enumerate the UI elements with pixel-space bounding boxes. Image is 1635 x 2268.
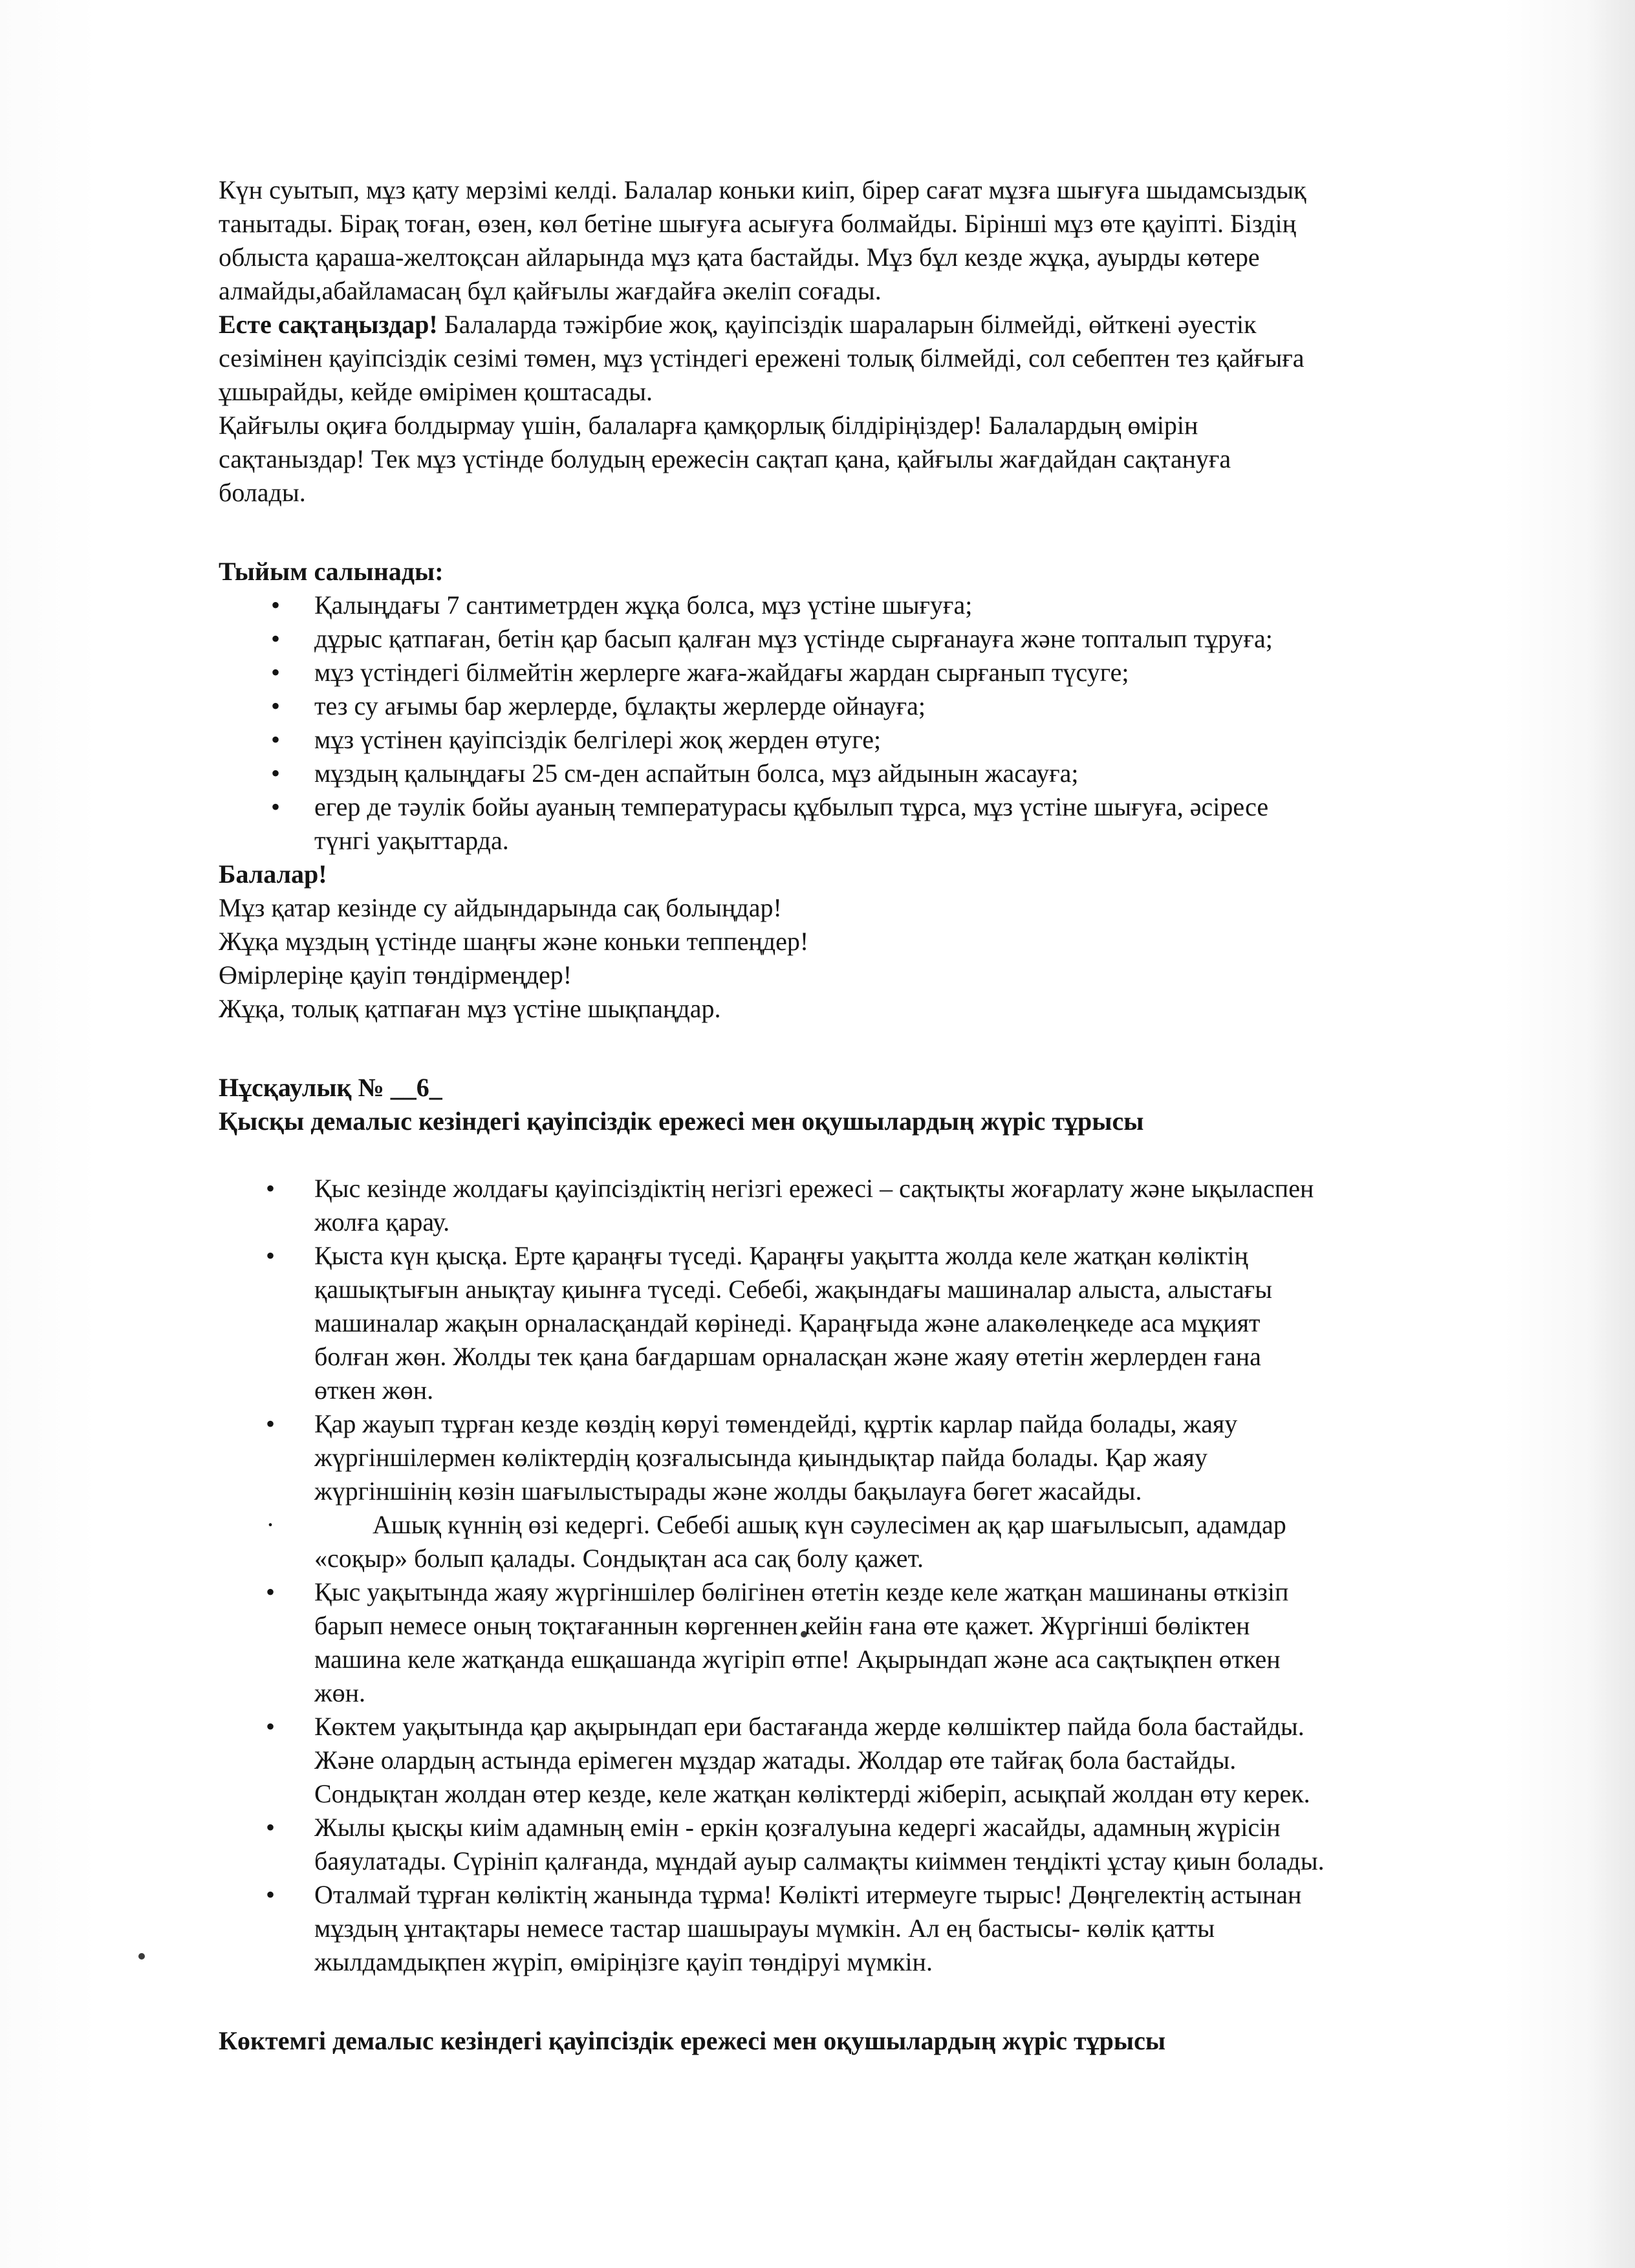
list-item-text: егер де тәулік бойы ауаның температурасы құбылып тұрса, мұз үстіне шығуға, әсіресе bbox=[314, 792, 1269, 821]
warning-paragraph bbox=[219, 308, 1473, 341]
bullet-icon: • bbox=[270, 624, 280, 653]
bullet-icon: • bbox=[270, 658, 280, 687]
section-title: Қысқы демалыс кезіндегі қауіпсіздік ережесі мен оқушылардың жүріс тұрысы bbox=[219, 1107, 1144, 1136]
list-item-text: Қалыңдағы 7 сантиметрден жұқа болса, мұз үстіне шығуға; bbox=[314, 590, 973, 620]
list-item-text: Сондықтан жолдан өтер кезде, келе жатқан көліктерді жіберіп, асықпай жолдан өту керек. bbox=[314, 1779, 1310, 1808]
list-item-text: машиналар жақын орналасқандай көрінеді. Қараңғыда және алакөлеңкеде аса мұқият bbox=[314, 1308, 1261, 1337]
bullet-icon: • bbox=[265, 1813, 275, 1842]
bullet-icon: • bbox=[265, 1577, 275, 1606]
list-item-text: Қыста күн қысқа. Ерте қараңғы түседі. Қараңғы уақытта жолда келе жатқан көліктің bbox=[314, 1241, 1248, 1270]
list-item bbox=[219, 1172, 1473, 1239]
list-item bbox=[219, 656, 1473, 689]
kids-line: Өмірлеріңе қауіп төндірмеңдер! bbox=[219, 960, 572, 989]
list-item-text: Қыс уақытында жаяу жүргіншілер бөлігінен өтетін кезде келе жатқан машинаны өткізіп bbox=[314, 1577, 1289, 1606]
list-item bbox=[219, 1407, 1473, 1508]
list-item-text: Жылы қысқы киім адамның емін - еркін қозғалуына кедергі жасайды, адамның жүрісін bbox=[314, 1813, 1281, 1842]
winter-safety-list bbox=[219, 1172, 1473, 1979]
list-item-text: жылдамдықпен жүріп, өміріңізге қауіп төндіруі мүмкін. bbox=[314, 1947, 933, 1976]
bullet-icon: • bbox=[265, 1241, 275, 1270]
list-item-text: мұз үстінен қауіпсіздік белгілері жоқ жерден өтуге; bbox=[314, 725, 882, 754]
spring-section-title: Көктемгі демалыс кезіндегі қауіпсіздік ережесі мен оқушылардың жүріс тұрысы bbox=[219, 2026, 1166, 2055]
text-line: Қайғылы оқиға болдырмау үшін, балаларға қамқорлық білдіріңіздер! Балалардың өмірін bbox=[219, 411, 1198, 440]
text-line: сезімінен қауіпсіздік сезімі төмен, мұз үстіндегі ережені толық білмейді, сол себептен тез қайғыға bbox=[219, 343, 1305, 373]
list-item-text: мұздың қалыңдағы 25 см-ден аспайтын болса, мұз айдынын жасауға; bbox=[314, 759, 1079, 788]
text-line: ұшырайды, кейде өмірімен қоштасады. bbox=[219, 377, 653, 406]
bullet-icon: • bbox=[270, 725, 280, 754]
list-item bbox=[219, 589, 1473, 622]
list-item-text: жолға қарау. bbox=[314, 1207, 450, 1237]
page-edge-shadow bbox=[1590, 0, 1635, 2268]
dot-marker: · bbox=[266, 1510, 275, 1539]
list-item-text: жөн. bbox=[314, 1678, 366, 1707]
kids-heading: Балалар! bbox=[219, 859, 327, 889]
instruction-number: Нұсқаулық № __6_ bbox=[219, 1073, 442, 1102]
list-item-text: қашықтығын анықтау қиынға түседі. Себебі, жақындағы машиналар алыста, алыстағы bbox=[314, 1275, 1272, 1304]
list-item-text: Қыс кезінде жолдағы қауіпсіздіктің негізгі ережесі – сақтықты жоғарлату және ықыласпен bbox=[314, 1174, 1314, 1203]
list-item bbox=[219, 1575, 1473, 1710]
prohibited-heading: Тыйым салынады: bbox=[219, 557, 444, 586]
list-item-text: тез су ағымы бар жерлерде, бұлақты жерлерде ойнауға; bbox=[314, 691, 926, 720]
list-item bbox=[219, 790, 1473, 858]
bullet-icon: • bbox=[265, 1880, 275, 1909]
list-item-text: түнгі уақыттарда. bbox=[314, 826, 509, 855]
list-item bbox=[219, 1239, 1473, 1407]
bullet-icon: • bbox=[265, 1409, 275, 1438]
list-item bbox=[219, 689, 1473, 723]
list-item-text: болған жөн. Жолды тек қана бағдаршам орналасқан және жаяу өтетін жерлерден ғана bbox=[314, 1342, 1261, 1371]
list-item-text: мұз үстіндегі білмейтін жерлерге жаға-жайдағы жардан сырғанып түсуге; bbox=[314, 658, 1129, 687]
list-item-text: Оталмай тұрған көліктің жанында тұрма! Көлікті итермеуге тырыс! Дөңгелектің астынан bbox=[314, 1880, 1302, 1909]
bullet-icon: • bbox=[270, 691, 280, 720]
list-item-text: жүргіншінің көзін шағылыстырады және жолды бақылауға бөгет жасайды. bbox=[314, 1476, 1142, 1506]
list-item bbox=[219, 622, 1473, 656]
bullet-icon: • bbox=[270, 792, 280, 821]
bullet-icon: • bbox=[265, 1174, 275, 1203]
bullet-icon: • bbox=[270, 590, 280, 620]
list-item-text: Қар жауып тұрған кезде көздің көруі төмендейді, құртік карлар пайда болады, жаяу bbox=[314, 1409, 1238, 1438]
kids-line: Жұқа мұздың үстінде шаңғы және коньки теппеңдер! bbox=[219, 927, 809, 956]
list-item bbox=[219, 757, 1473, 790]
list-item bbox=[219, 723, 1473, 757]
kids-line: Жұқа, толық қатпаған мұз үстіне шықпаңдар. bbox=[219, 994, 721, 1023]
kids-line: Мұз қатар кезінде су айдындарында сақ болыңдар! bbox=[219, 893, 782, 922]
list-item-text: Және олардың астында ерімеген мұздар жатады. Жолдар өте тайғақ бола бастайды. bbox=[314, 1745, 1237, 1775]
list-item bbox=[219, 1878, 1473, 1979]
list-item bbox=[219, 1811, 1473, 1878]
scan-speck bbox=[138, 1953, 145, 1960]
document-body bbox=[219, 173, 1473, 2058]
list-item bbox=[219, 1710, 1473, 1811]
ice-safety-intro bbox=[219, 173, 1473, 510]
list-item-text: барып немесе оның тоқтағаннын көргеннен кейін ғана өте қажет. Жүргінші бөліктен bbox=[314, 1611, 1250, 1640]
list-item-text: «соқыр» болып қалады. Сондықтан аса сақ болу қажет. bbox=[314, 1544, 924, 1573]
list-item-text: баяулатады. Сүрініп қалғанда, мұндай ауыр салмақты киіммен теңдікті ұстау қиын болады. bbox=[314, 1846, 1325, 1875]
prohibited-list bbox=[219, 589, 1473, 858]
list-item-tabbed bbox=[219, 1508, 1473, 1575]
warning-title: Есте сақтаңыздар! bbox=[219, 310, 438, 339]
text-line: болады. bbox=[219, 478, 306, 507]
text-line: облыста қараша-желтоқсан айларында мұз қата бастайды. Мұз бұл кезде жұқа, ауырды көтере bbox=[219, 243, 1260, 272]
text-line: алмайды,абайламасаң бұл қайғылы жағдайға әкеліп соғады. bbox=[219, 276, 882, 305]
text-line: сақтаныздар! Тек мұз үстінде болудың ережесін сақтап қана, қайғылы жағдайдан сақтануға bbox=[219, 444, 1231, 473]
bullet-icon: • bbox=[270, 759, 280, 788]
list-item-text: жүргіншілермен көліктердің қозғалысында қиындықтар пайда болады. Қар жаяу bbox=[314, 1443, 1207, 1472]
list-item-text: мұздың ұнтақтары немесе тастар шашырауы мүмкін. Ал ең бастысы- көлік қатты bbox=[314, 1914, 1215, 1943]
list-item-text: дұрыс қатпаған, бетін қар басып қалған мұз үстінде сырғанауға және топталып тұруға; bbox=[314, 624, 1273, 653]
list-item-text: машина келе жатқанда ешқашанда жүгіріп өтпе! Ақырындап және аса сақтықпен өткен bbox=[314, 1645, 1281, 1674]
text-line: танытады. Бірақ тоған, өзен, көл бетіне шығуға асығуға болмайды. Бірінші мұз өте қауіпті. Біздің bbox=[219, 209, 1296, 238]
bullet-icon: • bbox=[265, 1712, 275, 1741]
list-item-text: Көктем уақытында қар ақырындап ери бастағанда жерде көлшіктер пайда бола бастайды. bbox=[314, 1712, 1305, 1741]
list-item-text: өткен жөн. bbox=[314, 1376, 434, 1405]
text-line: Күн суытып, мұз қату мерзімі келді. Балалар коньки киіп, бірер сағат мұзға шығуға шыдамсыздық bbox=[219, 175, 1306, 204]
list-item-text: Ашық күннің өзі кедергі. Себебі ашық күн сәулесімен ақ қар шағылысып, адамдар bbox=[373, 1510, 1286, 1539]
warning-text: Балаларда тәжірбие жоқ, қауіпсіздік шараларын білмейді, өйткені әуестік bbox=[437, 310, 1257, 339]
